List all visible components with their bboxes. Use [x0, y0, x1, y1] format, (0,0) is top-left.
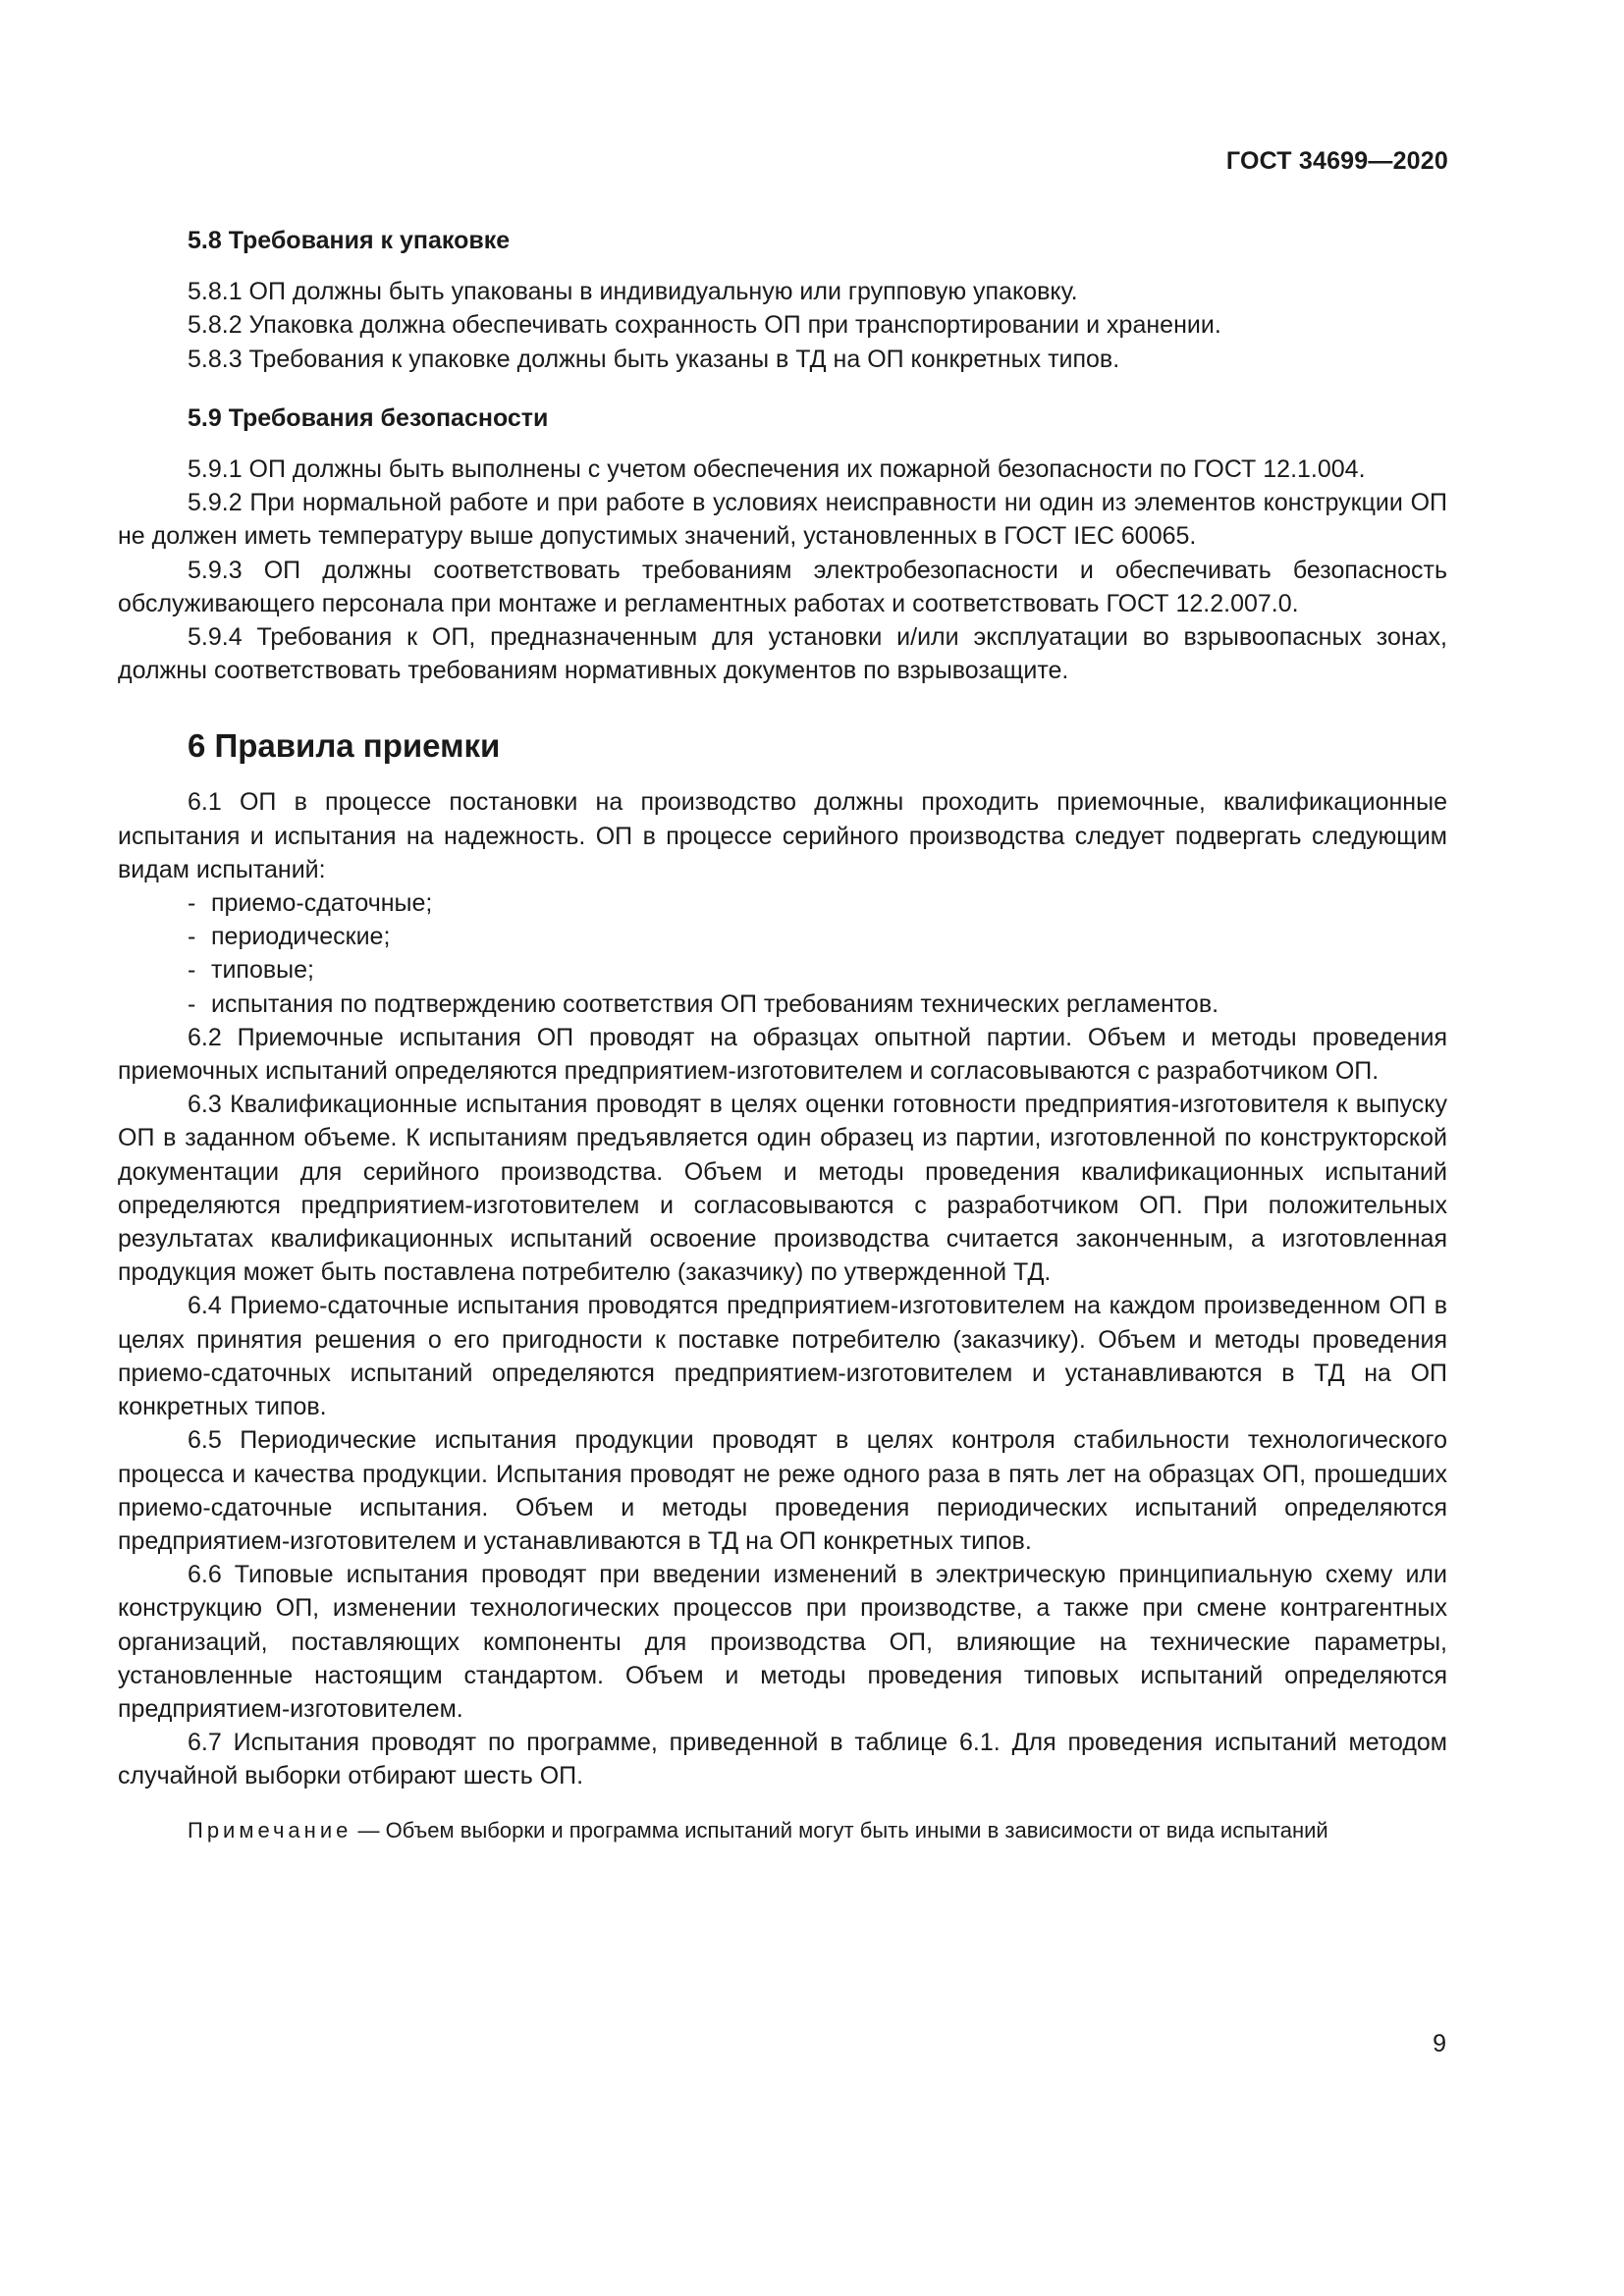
paragraph-5-9-1: 5.9.1 ОП должны быть выполнены с учетом обеспечения их пожарной безопасности по ГОСТ 12.1.004.	[188, 455, 1366, 484]
list-dash: -	[188, 889, 196, 918]
paragraph-5-9-3: 5.9.3 ОП должны соответствовать требованиям электробезопасности и обеспечивать безопасность обслуживающего персонала при монтаже и регламентных работах и соответствовать ГОСТ 12.2.007.0.	[118, 556, 1447, 617]
paragraph-6-2: 6.2 Приемочные испытания ОП проводят на образцах опытной партии. Объем и методы проведения приемочных испытаний определяются предприятием-изготовителем и согласовываются с разработчиком ОП.	[118, 1023, 1447, 1086]
paragraph-6-5: 6.5 Периодические испытания продукции проводят в целях контроля стабильности технологического процесса и качества продукции. Испытания проводят не реже одного раза в пять лет на образцах ОП, прошедших приемо-сдаточные испытания. Объем и методы проведения периодических испытаний определяются предприятием-изготовителем и устанавливаются в ТД на ОП конкретных типов.	[118, 1426, 1447, 1555]
subsection-5-8-title: 5.8 Требования к упаковке	[188, 227, 511, 254]
paragraph-5-9-4: 5.9.4 Требования к ОП, предназначенным для установки и/или эксплуатации во взрывоопасных зонах, должны соответствовать требованиям нормативных документов по взрывозащите.	[118, 623, 1447, 685]
note-label: Примечание	[188, 1817, 352, 1842]
document-header: ГОСТ 34699—2020	[1225, 147, 1448, 175]
list-item	[118, 886, 1447, 920]
list-item	[118, 953, 1447, 987]
section-6-title: 6 Правила приемки	[188, 727, 501, 765]
list-item	[118, 988, 1447, 1021]
document-body	[118, 224, 1447, 1868]
list-dash: -	[188, 956, 196, 985]
paragraph-5-8-3: 5.8.3 Требования к упаковке должны быть указаны в ТД на ОП конкретных типов.	[188, 345, 1120, 373]
paragraph-6-1: 6.1 ОП в процессе постановки на производство должны проходить приемочные, квалификационные испытания и испытания на надежность. ОП в процессе серийного производства следует подвергать следующим видам испытаний:	[118, 788, 1447, 883]
note-text: — Объем выборки и программа испытаний могут быть иными в зависимости от вида испытаний	[352, 1817, 1328, 1842]
paragraph-5-9-2: 5.9.2 При нормальной работе и при работе в условиях неисправности ни один из элементов конструкции ОП не должен иметь температуру выше допустимых значений, установленных в ГОСТ IEC 60065.	[118, 489, 1447, 551]
paragraph-5-8-2: 5.8.2 Упаковка должна обеспечивать сохранность ОП при транспортировании и хранении.	[188, 311, 1221, 340]
paragraph-6-4: 6.4 Приемо-сдаточные испытания проводятся предприятием-изготовителем на каждом произведенном ОП в целях принятия решения о его пригодности к поставке потребителю (заказчику). Объем и методы проведения приемо-сдаточных испытаний определяются предприятием-изготовителем и устанавливаются в ТД на ОП конкретных типов.	[118, 1292, 1447, 1421]
page-number: 9	[1433, 2030, 1446, 2057]
list-item-text: испытания по подтверждению соответствия ОП требованиям технических регламентов.	[211, 989, 1219, 1018]
subsection-5-9-title: 5.9 Требования безопасности	[188, 403, 549, 432]
paragraph-6-6: 6.6 Типовые испытания проводят при введении изменений в электрическую принципиальную схему или конструкцию ОП, изменении технологических процессов при производстве, а также при смене контрагентных организаций, поставляющих компоненты для производства ОП, влияющие на технические параметры, установленные настоящим стандартом. Объем и методы проведения типовых испытаний определяются предприятием-изготовителем.	[118, 1561, 1447, 1723]
paragraph-5-8-1: 5.8.1 ОП должны быть упакованы в индивидуальную или групповую упаковку.	[188, 278, 1078, 306]
list-dash: -	[188, 923, 196, 951]
list-dash: -	[188, 989, 196, 1018]
note	[118, 1815, 1447, 1846]
spacer	[118, 687, 1447, 713]
list-item-text: периодические;	[211, 923, 391, 951]
paragraph-6-3: 6.3 Квалификационные испытания проводят в целях оценки готовности предприятия-изготовителя к выпуску ОП в заданном объеме. К испытаниям предъявляется один образец из партии, изготовленной по конструкторской документации для серийного производства. Объем и методы проведения квалификационных испытаний определяются предприятием-изготовителем и согласовываются с разработчиком ОП. При положительных результатах квалификационных испытаний освоение производства считается законченным, а изготовленная продукция может быть поставлена потребителю (заказчику) по утвержденной ТД.	[118, 1091, 1447, 1287]
spacer	[118, 376, 1447, 401]
list-item	[118, 920, 1447, 953]
list-item-text: приемо-сдаточные;	[211, 889, 433, 918]
test-types-list	[118, 886, 1447, 1021]
list-item-text: типовые;	[211, 956, 314, 985]
paragraph-6-7: 6.7 Испытания проводят по программе, приведенной в таблице 6.1. Для проведения испытаний методом случайной выборки отбирают шесть ОП.	[118, 1729, 1447, 1790]
